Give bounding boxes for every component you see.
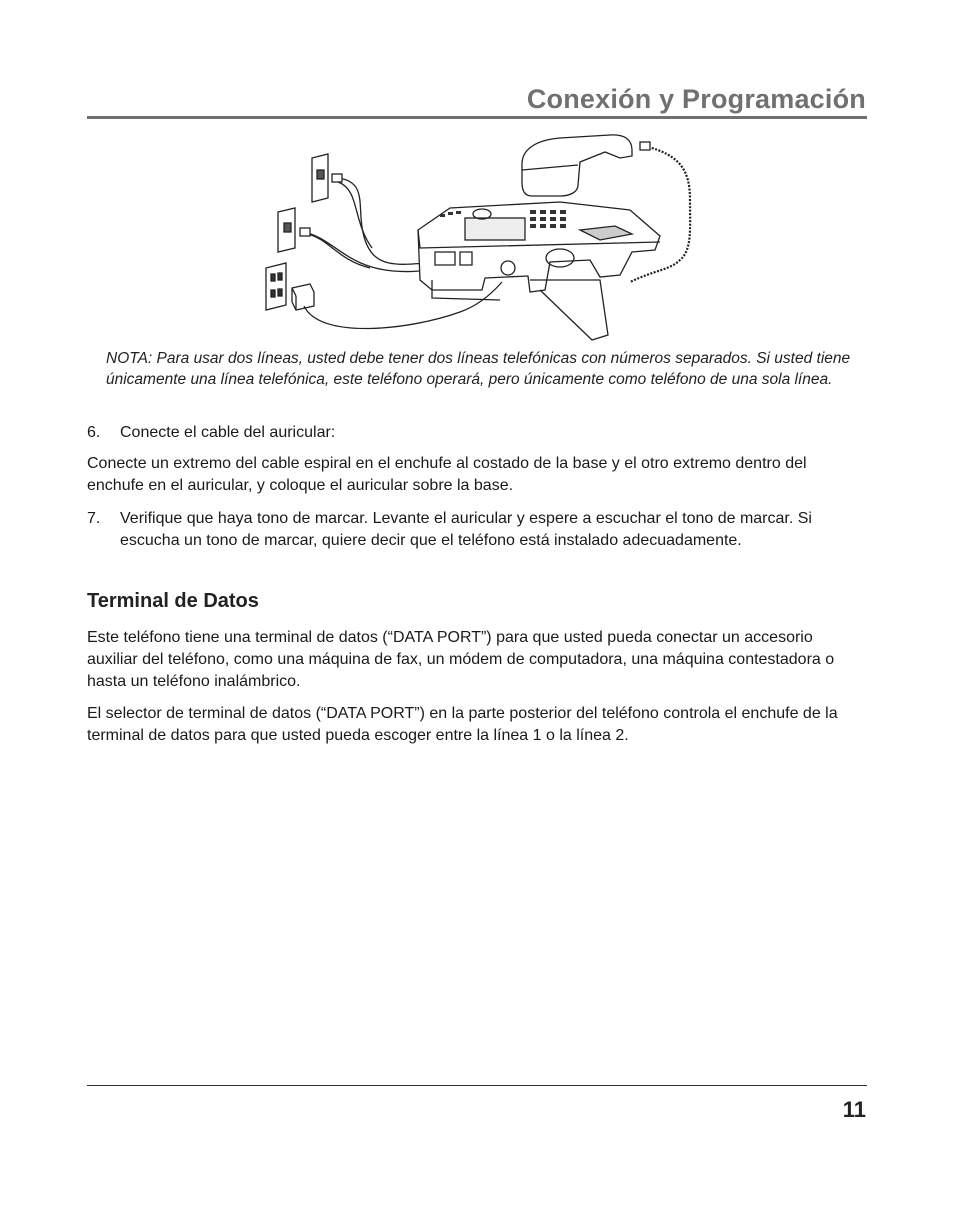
step-7 (87, 508, 867, 552)
step-6 (87, 422, 867, 444)
wall-jack-icon (312, 154, 328, 202)
coiled-cord-icon (630, 146, 690, 282)
step-number: 6. (87, 424, 101, 441)
paragraph-data-port: Este teléfono tiene una terminal de datos (“DATA PORT”) para que usted pueda conectar un accesorio auxiliar del teléfono, como una máquina de fax, un módem de computadora, una máquina contestadora o hasta un teléfono inalámbrico. (87, 629, 835, 690)
footer-rule (87, 1085, 867, 1086)
telephone-base-icon (418, 202, 660, 340)
wall-jack-icon (278, 208, 295, 252)
paragraph-data-port-selector: El selector de terminal de datos (“DATA PORT”) en la parte posterior del teléfono controla el enchufe de la terminal de datos para que usted pueda escoger entre la línea 1 o la línea 2. (87, 705, 838, 744)
section-heading: Terminal de Datos (87, 590, 259, 612)
step-number: 7. (87, 510, 101, 527)
page-title: Conexión y Programación (526, 84, 866, 114)
paragraph-cord: Conecte un extremo del cable espiral en el enchufe al costado de la base y el otro extremo dentro del enchufe en el auricular, y coloque el auricular sobre la base. (87, 455, 807, 494)
connection-diagram (260, 130, 700, 345)
page-number: 11 (842, 1097, 866, 1122)
power-outlet-icon (266, 263, 286, 310)
title-rule (87, 116, 867, 119)
step-text: Conecte el cable del auricular: (120, 424, 336, 441)
step-text: Verifique que haya tono de marcar. Levante el auricular y espere a escuchar el tono de marcar. Si escucha un tono de marcar, quiere decir que el teléfono está instalado adecuadamente. (120, 510, 812, 549)
ac-adapter-icon (292, 284, 314, 310)
note-text: NOTA: Para usar dos líneas, usted debe tener dos líneas telefónicas con números separados. Si usted tiene únicamente una línea telefónica, este teléfono operará, pero únicamente como teléfono de una sola línea. (106, 350, 851, 388)
handset-icon (522, 135, 632, 196)
